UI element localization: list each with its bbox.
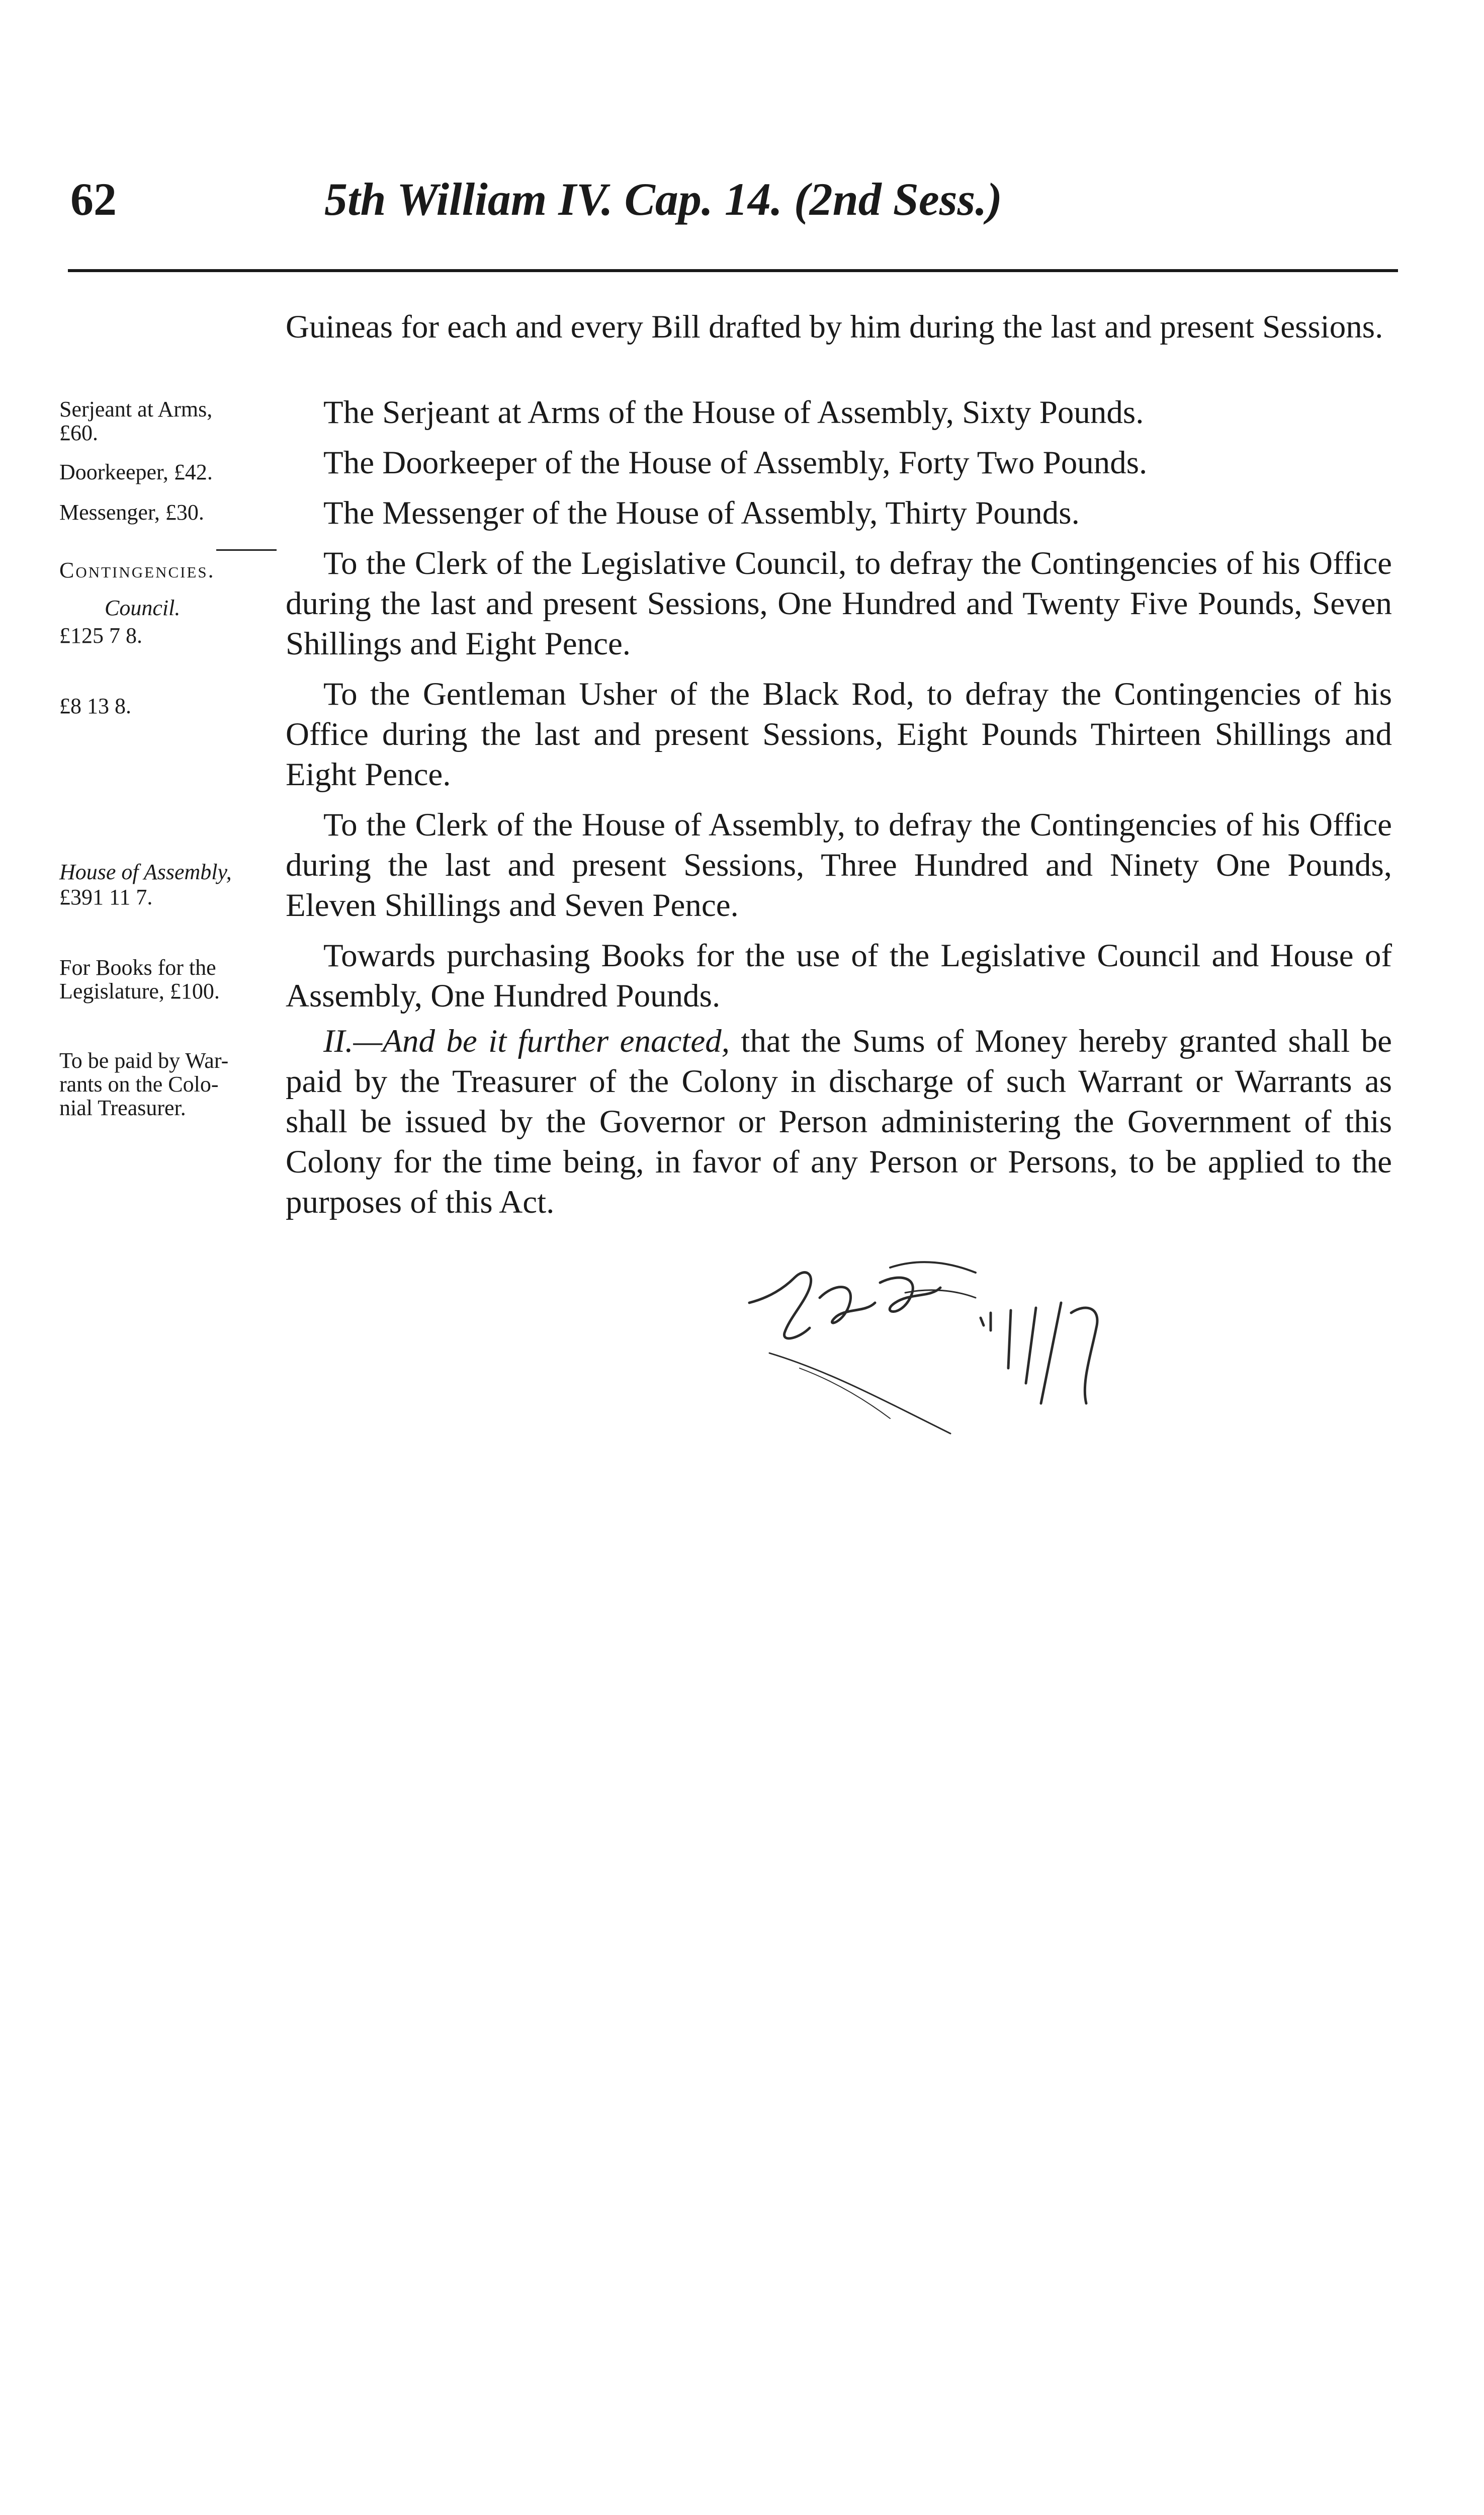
margin-note-council-amount: £125 7 8.	[59, 623, 142, 648]
margin-note-rule	[216, 549, 277, 551]
margin-note-doorkeeper: Doorkeeper, £42.	[59, 460, 213, 484]
margin-note-books: For Books for the Legislature, £100.	[59, 955, 220, 1003]
margin-note-council: Council.	[105, 596, 181, 620]
section-ii-text: that the Sums of Money hereby granted shall be paid by the Treasurer of the Colony in discharge of such Warrant or Warrants as shall be issued by the Governor or Person administering the Government of this Colony for the time being, in favor of any Person or Persons, to be applied to the purposes of this Act.	[286, 1023, 1392, 1220]
margin-note-messenger: Messenger, £30.	[59, 500, 204, 525]
paragraph-messenger: The Messenger of the House of Assembly, Thirty Pounds.	[323, 495, 1080, 531]
margin-note-black-rod-amount: £8 13 8.	[59, 694, 131, 718]
header-rule	[68, 269, 1398, 272]
margin-note-contingencies-heading: Contingencies.	[59, 558, 215, 582]
paragraph-books: Towards purchasing Books for the use of the Legislative Council and House of Assembly, One Hundred Pounds.	[286, 938, 1392, 1014]
paragraph-serjeant: The Serjeant at Arms of the House of Assembly, Sixty Pounds.	[323, 394, 1144, 431]
margin-note-house-amount: £391 11 7.	[59, 885, 153, 909]
paragraph-black-rod: To the Gentleman Usher of the Black Rod, to defray the Contingencies of his Office during the last and present Sessions, Eight Pounds Thirteen Shillings and Eight Pence.	[286, 676, 1392, 793]
paragraph-doorkeeper: The Doorkeeper of the House of Assembly, Forty Two Pounds.	[323, 445, 1148, 481]
handwritten-signature	[739, 1252, 1152, 1489]
running-title: 5th William IV. Cap. 14. (2nd Sess.)	[324, 174, 1002, 225]
paragraph-section-ii	[286, 1021, 1392, 1222]
paragraph-guineas: Guineas for each and every Bill drafted by him during the last and present Sessions.	[286, 309, 1383, 345]
section-ii-lead: II.—And be it further enacted,	[323, 1023, 730, 1059]
paragraph-house-of-assembly: To the Clerk of the House of Assembly, to defray the Contingencies of his Office during the last and present Sessions, Three Hundred and Ninety One Pounds, Eleven Shillings and Seven Pence.	[286, 807, 1392, 924]
paragraph-council: To the Clerk of the Legislative Council, to defray the Contingencies of his Office during the last and present Sessions, One Hundred and Twenty Five Pounds, Seven Shillings and Eight Pence.	[286, 545, 1392, 662]
margin-note-house-of-assembly: House of Assembly,	[59, 860, 232, 884]
page-number: 62	[70, 174, 117, 225]
margin-note-serjeant: Serjeant at Arms, £60.	[59, 397, 213, 445]
margin-note-warrants: To be paid by War- rants on the Colo- nial Treasurer.	[59, 1048, 229, 1120]
